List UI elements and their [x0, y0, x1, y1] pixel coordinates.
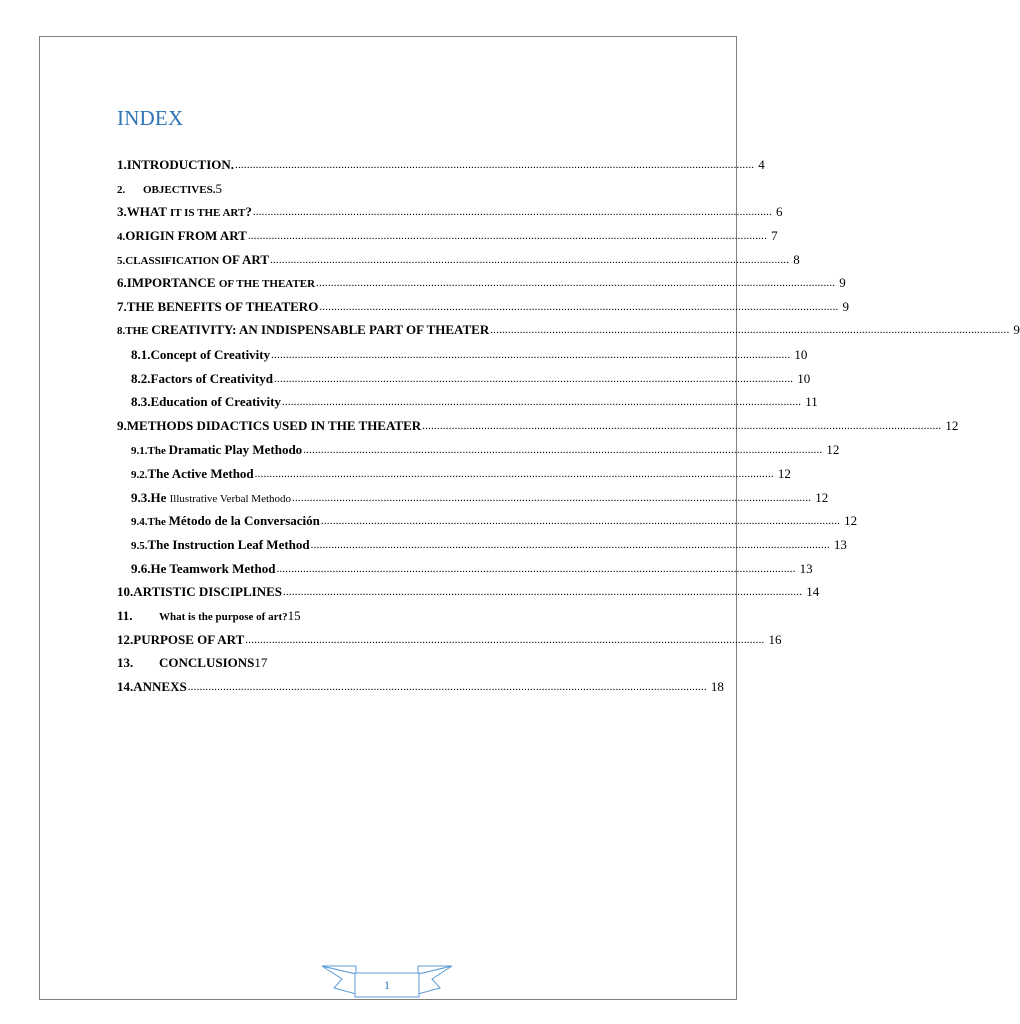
toc-entry[interactable]: [131, 442, 840, 464]
toc-entry-number: 9.3.: [131, 490, 151, 505]
toc-entry-number: 13.: [117, 655, 134, 670]
toc-entry-number: 11.: [117, 608, 133, 623]
toc-page-number: 12: [815, 490, 829, 505]
toc-entry-text: He Illustrative Verbal Methodo: [150, 490, 292, 505]
toc-entry-text: OBJECTIVES.: [143, 184, 216, 196]
toc-entry[interactable]: [131, 371, 811, 393]
toc-entry[interactable]: [117, 157, 765, 179]
toc-entry-number: 7.: [117, 299, 127, 314]
toc-leader-dots: ................................................................................................................................................................................: [252, 206, 773, 218]
toc-entry-text: The Dramatic Play Methodo: [147, 442, 303, 457]
toc-entry[interactable]: [131, 347, 808, 369]
toc-entry-text: ARTISTIC DISCIPLINES: [133, 584, 282, 599]
toc-leader-dots: ................................................................................................................................................................................: [319, 301, 839, 313]
toc-entry-text: IMPORTANCE OF THE THEATER: [126, 275, 316, 290]
toc-leader-dots: ................................................................................................................................................................................: [422, 420, 942, 432]
toc-page-number: 4: [758, 157, 765, 172]
toc-entry-text: The Instruction Leaf Method: [147, 537, 310, 552]
toc-entry-number: 9.: [117, 418, 127, 433]
toc-entry[interactable]: [117, 322, 1020, 344]
toc-entry-number: 4.: [117, 231, 126, 243]
toc-page-number: 9: [1013, 322, 1020, 337]
toc-leader-dots: ................................................................................................................................................................................: [281, 396, 802, 408]
toc-entry-text: METHODS DIDACTICS USED IN THE THEATER: [126, 418, 422, 433]
toc-entry-number: 9.6.: [131, 561, 151, 576]
toc-entry[interactable]: [131, 561, 813, 583]
toc-page-number: 17: [254, 655, 268, 670]
toc-page-number: 5: [215, 181, 222, 196]
toc-entry[interactable]: [117, 655, 267, 677]
toc-page-number: 12: [945, 418, 959, 433]
toc-page-number: 8: [793, 252, 800, 267]
toc-leader-dots: ................................................................................................................................................................................: [274, 373, 794, 385]
index-title: INDEX: [117, 106, 184, 130]
toc-entry[interactable]: [131, 513, 858, 535]
toc-page-number: 12: [826, 442, 840, 457]
toc-entry-number: 9.2.: [131, 469, 148, 481]
toc-leader-dots: ................................................................................................................................................................................: [490, 324, 1010, 336]
toc-entry-text: CONCLUSIONS: [159, 655, 255, 670]
toc-leader-dots: ................................................................................................................................................................................: [276, 563, 796, 575]
toc-entry[interactable]: [117, 632, 782, 654]
toc-entry[interactable]: [117, 181, 222, 203]
toc-entry[interactable]: [117, 252, 800, 274]
toc-entry[interactable]: [117, 228, 778, 250]
toc-entry-number: 14.: [117, 679, 134, 694]
toc-leader-dots: ................................................................................................................................................................................: [303, 444, 823, 456]
toc-entry-text: CLASSIFICATION OF ART: [125, 252, 270, 267]
toc-entry-number: 9.1.: [131, 445, 148, 457]
toc-leader-dots: ................................................................................................................................................................................: [187, 681, 707, 693]
toc-leader-dots: ................................................................................................................................................................................: [235, 159, 755, 171]
toc-entry[interactable]: [117, 584, 820, 606]
toc-entry[interactable]: [131, 490, 829, 512]
toc-leader-dots: ................................................................................................................................................................................: [270, 254, 790, 266]
toc-entry[interactable]: [131, 466, 791, 488]
toc-page-number: 15: [287, 608, 301, 623]
toc-entry-number: 1.: [117, 157, 127, 172]
toc-entry-number: 8.: [117, 325, 126, 337]
toc-leader-dots: ................................................................................................................................................................................: [316, 277, 836, 289]
page-number: 1: [384, 978, 390, 992]
toc-entry-number: 9.5.: [131, 540, 148, 552]
toc-page-number: 16: [768, 632, 782, 647]
toc-page-number: 14: [806, 584, 820, 599]
toc-entry-number: 8.1.: [131, 347, 151, 362]
toc-page-number: 18: [710, 679, 724, 694]
toc-page-number: 11: [805, 394, 818, 409]
toc-entry[interactable]: [117, 679, 724, 701]
toc-entry-number: 12.: [117, 632, 134, 647]
toc-page-number: 7: [771, 228, 778, 243]
toc-leader-dots: ................................................................................................................................................................................: [282, 586, 803, 598]
toc-page-number: 13: [799, 561, 813, 576]
toc-entry[interactable]: [131, 537, 847, 559]
toc-entry[interactable]: [117, 608, 301, 630]
toc-entry-number: 8.3.: [131, 394, 151, 409]
toc-leader-dots: ................................................................................................................................................................................: [245, 634, 765, 646]
toc-entry-text: The Método de la Conversación: [147, 513, 320, 528]
toc-leader-dots: ................................................................................................................................................................................: [247, 230, 768, 242]
toc-entry[interactable]: [117, 418, 959, 440]
toc-entry-text: ORIGIN FROM ART: [125, 228, 247, 243]
toc-entry[interactable]: [117, 275, 846, 297]
toc-leader-dots: ................................................................................................................................................................................: [292, 492, 812, 504]
toc-entry-text: WHAT IT IS THE ART?: [126, 204, 252, 219]
toc-entry-number: 5.: [117, 255, 126, 267]
toc-entry-text: The Active Method: [147, 466, 254, 481]
toc-entry-number: 10.: [117, 584, 134, 599]
toc-entry[interactable]: [117, 204, 783, 226]
toc-entry-text: Education of Creativity: [150, 394, 281, 409]
toc-entry-number: 3.: [117, 204, 127, 219]
toc-leader-dots: ................................................................................................................................................................................: [320, 515, 841, 527]
toc-entry-number: 6.: [117, 275, 127, 290]
toc-page-number: 12: [844, 513, 858, 528]
toc-entry-text: THE BENEFITS OF THEATERO: [126, 299, 319, 314]
toc-entry-text: ANNEXS: [133, 679, 187, 694]
toc-page-number: 6: [776, 204, 783, 219]
toc-leader-dots: ................................................................................................................................................................................: [271, 349, 791, 361]
toc-page-number: 12: [777, 466, 791, 481]
toc-entry-number: 9.4.: [131, 516, 148, 528]
toc-leader-dots: ................................................................................................................................................................................: [310, 539, 830, 551]
toc-entry[interactable]: [117, 299, 850, 321]
toc-entry-number: 2.: [117, 184, 126, 196]
toc-entry-text: PURPOSE OF ART: [133, 632, 245, 647]
toc-entry-text: What is the purpose of art?: [159, 611, 288, 623]
toc-entry-text: THE CREATIVITY: AN INDISPENSABLE PART OF THEATER: [125, 322, 490, 337]
toc-entry-text: Factors of Creativityd: [150, 371, 274, 386]
toc-page-number: 13: [833, 537, 847, 552]
toc-entry-text: Concept of Creativity: [150, 347, 271, 362]
toc-entry[interactable]: [131, 394, 818, 416]
toc-page-number: 9: [842, 299, 850, 314]
toc-entry-text: He Teamwork Method: [150, 561, 276, 576]
toc-entry-text: INTRODUCTION.: [126, 157, 235, 172]
toc-page-number: 9: [839, 275, 846, 290]
toc-page-number: 10: [797, 371, 811, 386]
toc-leader-dots: ................................................................................................................................................................................: [254, 468, 774, 480]
toc-page-number: 10: [794, 347, 808, 362]
toc-entry-number: 8.2.: [131, 371, 151, 386]
